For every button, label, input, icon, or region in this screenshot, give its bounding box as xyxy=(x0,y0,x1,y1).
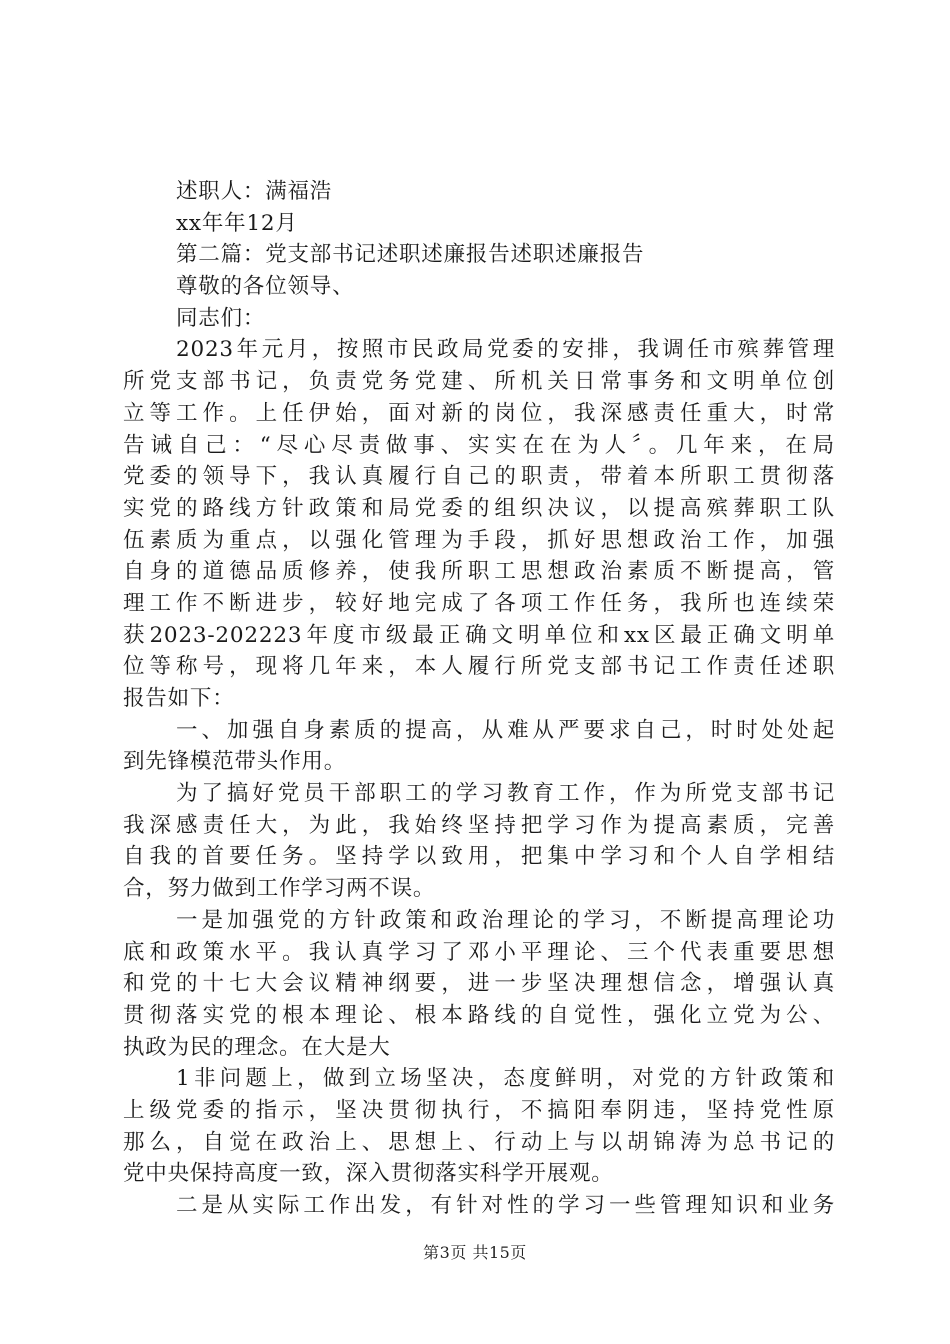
text-line: 党委的领导下，我认真履行自己的职责，带着本所职工贯彻落 xyxy=(123,464,835,490)
text-line: 理工作不断进步，较好地完成了各项工作任务，我所也连续荣 xyxy=(123,590,835,616)
text-line: 2023年元月，按照市民政局党委的安排，我调任市殡葬管理 xyxy=(176,337,835,363)
text-line: 执政为民的理念。在大是大 xyxy=(123,1034,391,1060)
text-line: 实党的路线方针政策和局党委的组织决议，以提高殡葬职工队 xyxy=(123,495,835,521)
text-line: 上级党委的指示，坚决贯彻执行，不搞阳奉阴违，坚持党性原 xyxy=(123,1097,835,1123)
text-line: 1非问题上，做到立场坚决，态度鲜明，对党的方针政策和 xyxy=(176,1066,835,1092)
text-line: 位等称号，现将几年来，本人履行所党支部书记工作责任述职 xyxy=(123,654,835,680)
text-line: 二是从实际工作出发，有针对性的学习一些管理知识和业务 xyxy=(176,1193,835,1218)
text-line: 我深感责任大，为此，我始终坚持把学习作为提高素质，完善 xyxy=(123,812,835,838)
text-line: 立等工作。上任伊始，面对新的岗位，我深感责任重大，时常 xyxy=(123,400,835,426)
text-line: 那么，自觉在政治上、思想上、行动上与以胡锦涛为总书记的 xyxy=(123,1129,835,1155)
text-line: 为了搞好党员干部职工的学习教育工作，作为所党支部书记 xyxy=(176,781,835,807)
page-footer: 第3页 共15页 xyxy=(423,1243,527,1262)
text-line: 同志们： xyxy=(176,305,266,331)
text-line: 合，努力做到工作学习两不误。 xyxy=(123,876,436,902)
text-line: 述职人：满福浩 xyxy=(176,179,333,204)
text-line: 到先锋模范带头作用。 xyxy=(123,749,347,775)
text-line: 第二篇：党支部书记述职述廉报告述职述廉报告 xyxy=(176,242,645,268)
text-line: 底和政策水平。我认真学习了邓小平理论、三个代表重要思想 xyxy=(123,939,835,965)
text-line: 党中央保持高度一致，深入贯彻落实科学开展观。 xyxy=(123,1161,614,1187)
text-line: 自我的首要任务。坚持学以致用，把集中学习和个人自学相结 xyxy=(123,844,835,870)
text-line: 一、加强自身素质的提高，从难从严要求自己，时时处处起 xyxy=(176,717,835,743)
text-line: 一是加强党的方针政策和政治理论的学习，不断提高理论功 xyxy=(176,907,835,933)
text-line: 告诫自己：“尽心尽责做事、实实在在为人〞。几年来，在局 xyxy=(123,432,835,458)
text-line: 尊敬的各位领导、 xyxy=(176,274,355,300)
text-line: 自身的道德品质修养，使我所职工思想政治素质不断提高，管 xyxy=(123,559,835,585)
text-line: 所党支部书记，负责党务党建、所机关日常事务和文明单位创 xyxy=(123,369,835,395)
text-line: 伍素质为重点，以强化管理为手段，抓好思想政治工作，加强 xyxy=(123,527,835,553)
text-line: 报告如下： xyxy=(123,686,235,711)
text-line: xx年年12月 xyxy=(176,210,298,236)
text-line: 和党的十七大会议精神纲要，进一步坚决理想信念，增强认真 xyxy=(123,971,835,997)
document-body xyxy=(123,176,835,1222)
text-line: 获2023-202223年度市级最正确文明单位和xx区最正确文明单 xyxy=(123,622,835,648)
text-line: 贯彻落实党的根本理论、根本路线的自觉性，强化立党为公、 xyxy=(123,1002,835,1028)
